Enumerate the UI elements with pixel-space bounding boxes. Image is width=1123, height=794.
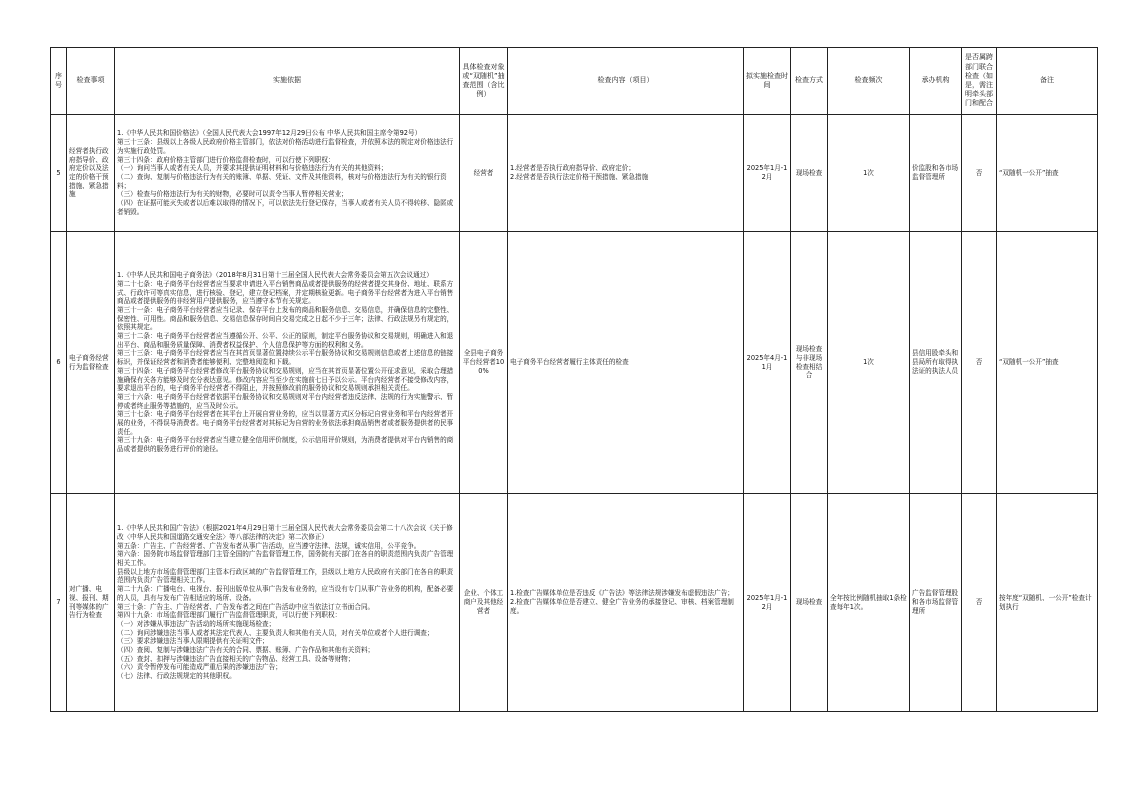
row-seq: 6 <box>51 232 67 494</box>
content-line: 1.检查广告媒体单位是否违反《广告法》等法律法规涉嫌发布虚假违法广告； <box>510 589 734 598</box>
row-item: 电子商务经营行为监督检查 <box>67 232 115 494</box>
basis-line: 第三十七条：电子商务平台经营者在其平台上开展自营业务的，应当以显著方式区分标记自营业务和平台内经营者开展的业务，不得误导消费者。电子商务平台经营者对其标记为自营的业务依法承担商品销售者或者服务提供者的民事责任。 <box>117 410 454 436</box>
basis-line: 1.《中华人民共和国广告法》（根据2021年4月29日第十三届全国人民代表大会常务委员会第二十八次会议《关于修改〈中华人民共和国道路交通安全法〉等八部法律的决定》第二次修正） <box>117 524 453 541</box>
basis-line: 县级以上地方市场监督管理部门主管本行政区域的广告监督管理工作，县级以上地方人民政府有关部门在各自的职责范围内负责广告管理相关工作。 <box>117 567 454 585</box>
row-freq: 1次 <box>828 232 910 494</box>
basis-line: 第三十二条：电子商务平台经营者应当遵循公开、公平、公正的原则，制定平台服务协议和交易规则，明确进入和退出平台、商品和服务质量保障、消费者权益保护、个人信息保护等方面的权利和义务。 <box>117 332 454 349</box>
header-seq: 序号 <box>51 48 67 115</box>
header-object: 具体检查对象或“双随机”抽查范围（含比例） <box>460 48 508 115</box>
row-content <box>508 494 744 712</box>
row-note: 按年度“双随机、一公开”检查计划执行 <box>997 494 1098 712</box>
header-org: 承办机构 <box>910 48 962 115</box>
basis-line: （一）对涉嫌从事违法广告活动的场所实施现场检查； <box>117 619 276 628</box>
row-object: 全县电子商务平台经营者100% <box>460 232 508 494</box>
row-org: 广告监督管理股和各市场监督管理所 <box>910 494 962 712</box>
row-time: 2025年4月-11月 <box>744 232 791 494</box>
row-item: 对广播、电视、报刊、期刊等媒体的广告行为检查 <box>67 494 115 712</box>
header-item: 检查事项 <box>67 48 115 115</box>
basis-line: 第三十三条：电子商务平台经营者应当在其首页显著位置持续公示平台服务协议和交易规则信息或者上述信息的链接标识，并保证经营者和消费者能够便利、完整地阅览和下载。 <box>117 349 454 367</box>
row-method: 现场检查 <box>791 494 828 712</box>
table-row <box>51 494 1098 712</box>
row-item: 经营者执行政府指导价、政府定价以及法定的价格干预措施、紧急措施 <box>67 115 115 232</box>
row-joint: 否 <box>962 232 997 494</box>
basis-line: 第二十七条：电子商务平台经营者应当要求申请进入平台销售商品或者提供服务的经营者提交其身份、地址、联系方式、行政许可等真实信息，进行核验、登记，建立登记档案，并定期核验更新。电子商务平台经营者为进入平台销售商品或者提供服务的非经营用户提供服务，应当遵守本节有关规定。 <box>117 279 454 306</box>
row-org: 县信用股牵头和县局所有取得执法证的执法人员 <box>910 232 962 494</box>
basis-line: （四）在证据可能灭失或者以后难以取得的情况下，可以依法先行登记保存，当事人或者有关人员不得转移、隐匿或者销毁。 <box>117 199 454 216</box>
basis-line: （三）要求涉嫌违法当事人限期提供有关证明文件； <box>117 637 269 646</box>
table-row <box>51 115 1098 232</box>
basis-line: 1.《中华人民共和国价格法》（全国人民代表大会1997年12月29日公布 中华人民共和国主席令第92号） <box>117 129 422 138</box>
basis-line: 1.《中华人民共和国电子商务法》（2018年8月31日第十三届全国人民代表大会常务委员会第五次会议通过） <box>117 271 433 280</box>
row-method: 现场检查与非现场检查相结合 <box>791 232 828 494</box>
basis-line: （一）询问当事人或者有关人员，并要求其提供证明材料和与价格违法行为有关的其他资料； <box>117 164 388 173</box>
header-content: 检查内容（项目） <box>508 48 744 115</box>
header-note: 备注 <box>997 48 1098 115</box>
basis-line: （五）查封、扣押与涉嫌违法广告直接相关的广告物品、经营工具、设备等财物； <box>117 654 355 663</box>
row-freq: 1次 <box>828 115 910 232</box>
row-joint: 否 <box>962 494 997 712</box>
row-content <box>508 115 744 232</box>
header-joint: 是否属跨部门联合检查（如是，需注明牵头部门和配合 <box>962 48 997 115</box>
basis-line: （七）法律、行政法规规定的其他职权。 <box>117 672 236 681</box>
row-time: 2025年1月-12月 <box>744 494 791 712</box>
row-note: “双随机一公开”抽查 <box>997 232 1098 494</box>
content-line: 2.经营者是否执行法定价格干预措施、紧急措施 <box>510 173 649 181</box>
basis-line: （二）询问涉嫌违法当事人或者其法定代表人、主要负责人和其他有关人员，对有关单位或者个人进行调查； <box>117 628 434 637</box>
row-basis <box>115 494 460 712</box>
basis-line: 第三十四条：政府价格主管部门进行价格监督检查时，可以行使下列职权： <box>117 155 335 164</box>
basis-line: （二）查询、复制与价格违法行为有关的账簿、单据、凭证、文件及其他资料，核对与价格违法行为有关的银行资料； <box>117 173 447 190</box>
content-line: 2.检查广告媒体单位是否建立、健全广告业务的承接登记、审核、档案管理制度。 <box>510 598 734 615</box>
table-row <box>51 232 1098 494</box>
header-time: 拟实施检查时间 <box>744 48 791 115</box>
basis-line: （三）检查与价格违法行为有关的财物，必要时可以责令当事人暂停相关营业； <box>117 190 348 199</box>
row-seq: 7 <box>51 494 67 712</box>
row-basis <box>115 232 460 494</box>
header-freq: 检查频次 <box>828 48 910 115</box>
row-content <box>508 232 744 494</box>
basis-line: 第三十三条：县级以上各级人民政府价格主管部门，依法对价格活动进行监督检查，并依照本法的规定对价格违法行为实施行政处罚。 <box>117 138 454 155</box>
row-object: 经营者 <box>460 115 508 232</box>
basis-line: 第三十条：广告主、广告经营者、广告发布者之间在广告活动中应当依法订立书面合同。 <box>117 602 375 611</box>
row-joint: 否 <box>962 115 997 232</box>
row-org: 价监股和各市场监督管理所 <box>910 115 962 232</box>
row-method: 现场检查 <box>791 115 828 232</box>
basis-line: 第三十一条：电子商务平台经营者应当记录、保存平台上发布的商品和服务信息、交易信息，并确保信息的完整性、保密性、可用性。商品和服务信息、交易信息保存时间自交易完成之日起不少于三年；法律、行政法规另有规定的，依照其规定。 <box>117 305 454 332</box>
row-seq: 5 <box>51 115 67 232</box>
content-line: 1.经营者是否执行政府指导价、政府定价； <box>510 164 635 173</box>
header-row <box>51 48 1098 115</box>
header-basis: 实施依据 <box>115 48 460 115</box>
basis-line: （四）查阅、复制与涉嫌违法广告有关的合同、票据、账簿、广告作品和其他有关资料； <box>117 646 375 655</box>
basis-line: 第三十六条：电子商务平台经营者依据平台服务协议和交易规则对平台内经营者违反法律、法规的行为实施警示、暂停或者终止服务等措施的，应当及时公示。 <box>117 392 454 410</box>
basis-line: 第六条：国务院市场监督管理部门主管全国的广告监督管理工作，国务院有关部门在各自的职责范围内负责广告管理相关工作。 <box>117 550 454 567</box>
row-object: 企业、个体工商户及其他经营者 <box>460 494 508 712</box>
row-note: “双随机一公开”抽查 <box>997 115 1098 232</box>
basis-line: 第三十四条：电子商务平台经营者修改平台服务协议和交易规则，应当在其首页显著位置公开征求意见，采取合理措施确保有关各方能够及时充分表达意见。修改内容应当至少在实施前七日予以公示。平台内经营者不接受修改内容，要求退出平台的，电子商务平台经营者不得阻止，并按照修改前的服务协议和交易规则承担相关责任。 <box>117 366 454 393</box>
basis-line: 第二十九条：广播电台、电视台、报刊出版单位从事广告发布业务的，应当设有专门从事广告业务的机构，配备必要的人员，具有与发布广告相适应的场所、设备。 <box>117 585 454 602</box>
header-method: 检查方式 <box>791 48 828 115</box>
content-line: 电子商务平台经营者履行主体责任的检查 <box>510 358 629 367</box>
basis-line: 第五条：广告主、广告经营者、广告发布者从事广告活动，应当遵守法律、法规，诚实信用，公平竞争。 <box>117 541 421 550</box>
basis-line: 第四十九条：市场监督管理部门履行广告监督管理职责，可以行使下列职权： <box>117 611 342 620</box>
row-time: 2025年1月-12月 <box>744 115 791 232</box>
basis-line: （六）责令暂停发布可能造成严重后果的涉嫌违法广告； <box>117 663 282 672</box>
inspection-plan-table <box>50 47 1098 712</box>
basis-line: 第三十九条：电子商务平台经营者应当建立健全信用评价制度，公示信用评价规则，为消费者提供对平台内销售的商品或者提供的服务进行评价的途径。 <box>117 436 454 454</box>
row-basis <box>115 115 460 232</box>
row-freq: 全年按比例随机抽取1条检查每年1次。 <box>828 494 910 712</box>
